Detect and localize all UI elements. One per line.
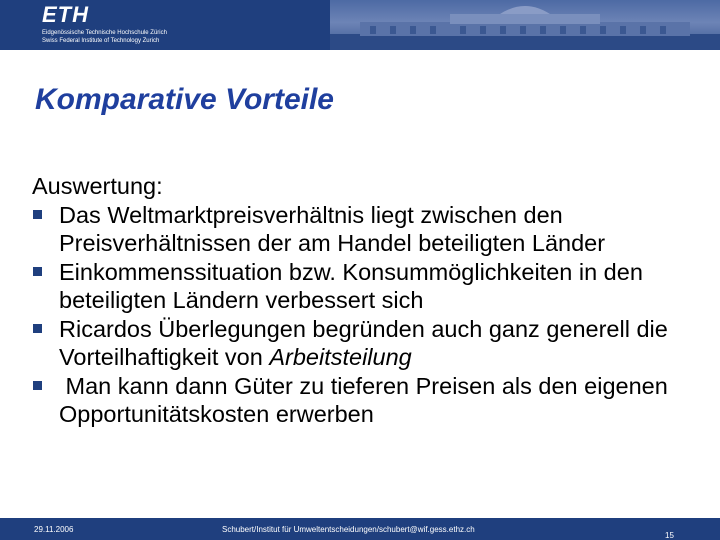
bullet-item <box>32 258 702 315</box>
bullet-text: Ricardos Überlegungen begründen auch ganz generell die Vorteilhaftigkeit von <box>59 315 668 370</box>
intro-text: Auswertung: <box>32 173 163 199</box>
bullet-emphasis: Arbeitsteilung <box>269 344 412 370</box>
slide-body <box>32 172 702 429</box>
institution-name-en: Swiss Federal Institute of Technology Zurich <box>42 38 160 44</box>
page-number: 15 <box>665 531 674 540</box>
header-bar <box>0 0 720 50</box>
bullet-text: Das Weltmarktpreisverhältnis liegt zwischen den Preisverhältnissen der am Handel beteiligten Länder <box>59 201 606 256</box>
square-bullet-icon <box>33 381 42 390</box>
footer-author-contact: Schubert/Institut für Umweltentscheidungen/schubert@wif.gess.ethz.ch <box>222 525 475 534</box>
eth-building-photo <box>330 0 720 50</box>
square-bullet-icon <box>33 324 42 333</box>
bullet-text: Man kann dann Güter zu tieferen Preisen als den eigenen Opportunitätskosten erwerben <box>59 372 675 427</box>
slide-title: Komparative Vorteile <box>35 83 334 116</box>
bullet-item <box>32 372 702 429</box>
eth-logo: ETH <box>42 2 89 27</box>
square-bullet-icon <box>33 210 42 219</box>
square-bullet-icon <box>33 267 42 276</box>
institution-name-de: Eidgenössische Technische Hochschule Zürich <box>42 30 167 36</box>
bullet-item <box>32 201 702 258</box>
footer-bar <box>0 518 720 540</box>
bullet-item <box>32 315 702 372</box>
footer-date: 29.11.2006 <box>34 525 74 534</box>
bullet-text: Einkommenssituation bzw. Konsummöglichkeiten in den beteiligten Ländern verbessert sich <box>59 258 643 313</box>
